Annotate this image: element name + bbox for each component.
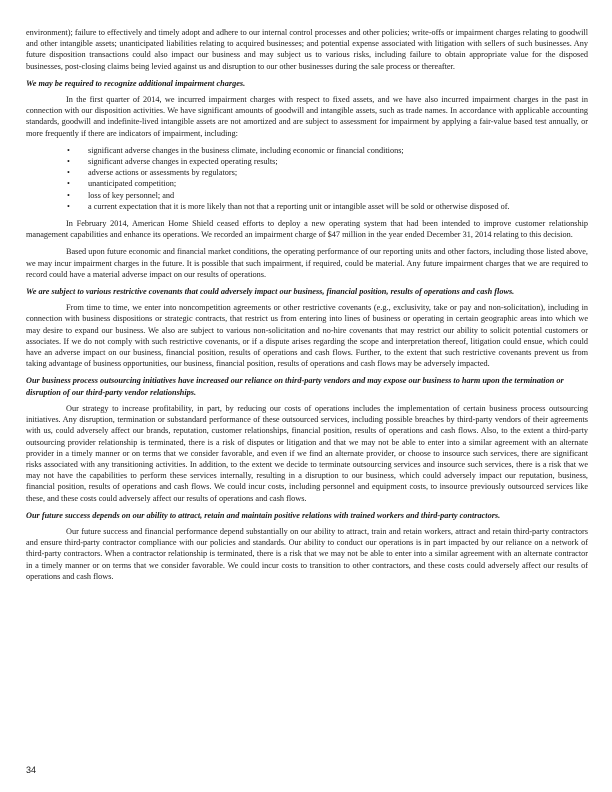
list-item: • loss of key personnel; and	[26, 190, 588, 201]
bullet-list	[26, 145, 588, 212]
list-item: • significant adverse changes in the business climate, including economic or financial conditions;	[26, 145, 588, 156]
section-heading: Our business process outsourcing initiatives have increased our reliance on third-party vendors and may expose our business to harm upon the termination or disruption of our third-party vendor relationships.	[26, 376, 564, 397]
page-number: 34	[26, 765, 37, 775]
list-item: • adverse actions or assessments by regulators;	[26, 167, 588, 178]
section-workers	[26, 510, 588, 582]
list-item: • significant adverse changes in expected operating results;	[26, 156, 588, 167]
body-paragraph: In February 2014, American Home Shield ceased efforts to deploy a new operating system that had been intended to improve customer relationship management capabilities and enhance its operations. We recorded an impairment charge of $47 million in the year ended December 31, 2014 relating to this decision.	[26, 219, 588, 240]
body-paragraph: From time to time, we enter into noncompetition agreements or other restrictive covenants (e.g., exclusivity, take or pay and non-solicitation), including in connection with business dispositions or strategic contracts, that restrict us from entering into lines of business or operating in certain geographic areas into which we may desire to expand our business. We also are subject to various non-solicitation and no-hire covenants that may restrict our ability to solicit potential customers or associates. If we do not comply with such restrictive covenants, or if a dispute arises regarding the scope and interpretation thereof, litigation could ensue, which could have an adverse impact on our business, financial position, results of operations and cash flows. Further, to the extent that such restrictive covenants prevent us from taking advantage of business opportunities, our business, financial position, results of operations and cash flows may be adversely impacted.	[26, 303, 588, 369]
section-heading: We may be required to recognize additional impairment charges.	[26, 78, 246, 88]
body-paragraph: In the first quarter of 2014, we incurred impairment charges with respect to fixed assets, and we have also incurred impairment charges in the past in connection with our disposition activities. We have significant amounts of goodwill and intangible assets, such as trade names. In accordance with applicable accounting standards, goodwill and indefinite-lived intangible assets are not amortized and are subject to assessment for impairment by applying a fair-value based test annually, or more frequently if there are indicators of impairment, including:	[26, 95, 588, 138]
list-item: • unanticipated competition;	[26, 178, 588, 189]
section-heading: We are subject to various restrictive covenants that could adversely impact our business, financial position, results of operations and cash flows.	[26, 287, 515, 297]
list-item: • a current expectation that it is more likely than not that a reporting unit or intangible asset will be sold or otherwise disposed of.	[26, 201, 588, 212]
document-page	[26, 27, 588, 588]
section-heading: Our future success depends on our ability to attract, retain and maintain positive relations with trained workers and third-party contractors.	[26, 510, 501, 520]
body-paragraph: Our future success and financial performance depend substantially on our ability to attract, train and retain workers, attract and retain third-party contractors and ensure third-party contractor compliance with our policies and standards. Our ability to conduct our operations is in part impacted by our reliance on a network of third-party contractors. When a contractor relationship is terminated, there is a risk that we may not be able to enter into a similar agreement with an alternate contractor in a timely manner or on terms that we consider favorable. We could incur costs to transition to other contractors, and these costs could adversely affect our results of operations and cash flows.	[26, 526, 588, 581]
body-paragraph: Our strategy to increase profitability, in part, by reducing our costs of operations includes the implementation of certain business process outsourcing initiatives. Any disruption, termination or substandard performance of these outsourced services, including possible breaches by third-party vendors of their agreements with us, could adversely affect our brands, reputation, customer relationships, financial position, results of operations and cash flows. Also, to the extent a third-party outsourcing provider relationship is terminated, there is a risk of disputes or litigation and that we may not be able to enter into a similar agreement with an alternate provider in a timely manner or on terms that we consider favorable, and even if we find an alternate provider, or choose to insource such services, there are significant risks associated with any transitioning activities. In addition, to the extent we decide to terminate outsourcing services and insource such services, there is a risk that we may not have the capabilities to perform these services internally, resulting in a disruption to our business, which could adversely impact our reputation, business, financial position, results of operations and cash flows. We could incur costs, including personnel and equipment costs, to insource previously outsourced services like these, and these costs could adversely affect our results of operations and cash flows.	[26, 403, 588, 503]
section-covenants	[26, 286, 588, 369]
body-paragraph: Based upon future economic and financial market conditions, the operating performance of our reporting units and other factors, including those listed above, we may incur impairment charges in the future. It is possible that such impairment, if required, could be material. Any future impairment charges that we are required to record could have a material adverse impact on our results of operations.	[26, 247, 588, 279]
section-outsourcing	[26, 375, 588, 503]
intro-paragraph: environment); failure to effectively and timely adopt and adhere to our internal control processes and other policies; write-offs or impairment charges relating to goodwill and other intangible assets; unanticipated liabilities relating to acquired businesses; and potential expense associated with litigation with sellers of such businesses. Any future disposition transactions could also impact our business and may subject us to various risks, including failure to obtain appropriate value for the disposed businesses, post-closing claims being levied against us and disruption to our other businesses during the sale process or thereafter.	[26, 28, 588, 71]
section-impairment	[26, 78, 588, 280]
